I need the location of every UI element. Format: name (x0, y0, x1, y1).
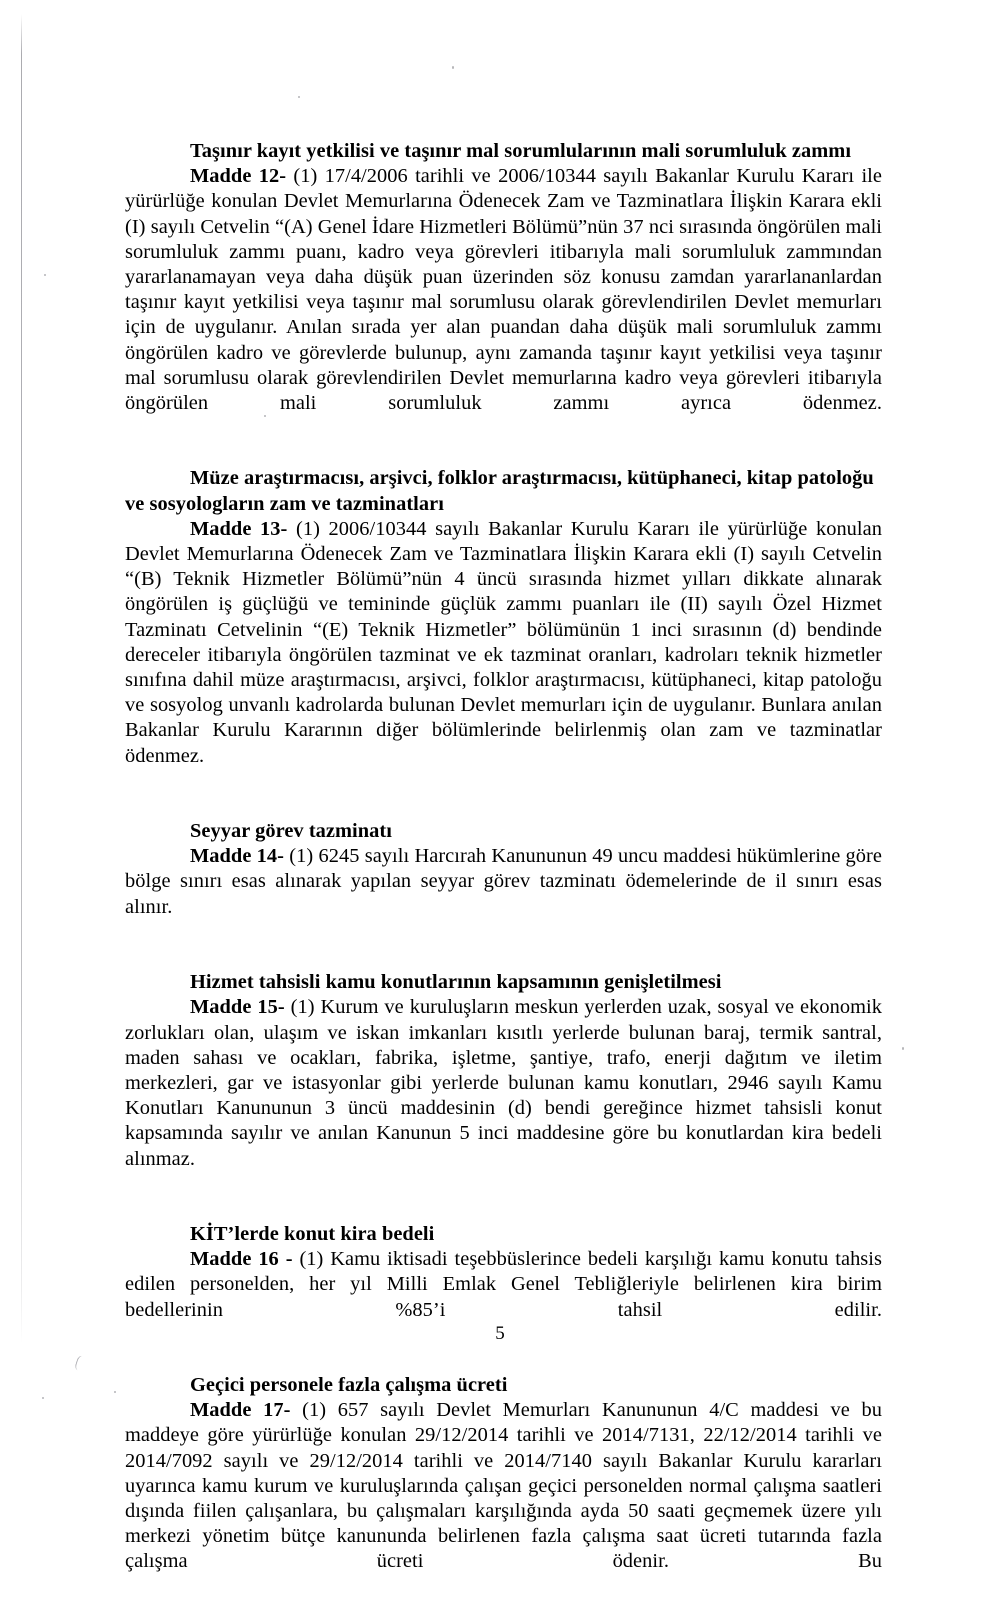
dust-speck (902, 1047, 904, 1050)
article-text-madde-16: (1) Kamu iktisadi teşebbüslerince bedeli karşılığı kamu konutu tahsis edilen personelden, her yıl Milli Emlak Genel Tebliğleriyle belirlenen kira birim bedellerinin %85’i tahsil edilir. (125, 1248, 882, 1321)
section-heading-madde-15: Hizmet tahsisli kamu konutlarının kapsamının genişletilmesi (190, 971, 722, 994)
article-text-madde-15: (1) Kurum ve kuruluşların meskun yerlerden uzak, sosyal ve ekonomik zorlukları olan, ulaşım ve iskan imkanları kısıtlı yerlerde bulunan baraj, termik santral, maden sahası ve ocakları, fabrika, işletme, şantiye, trafo, enerji dağıtım ve iletim merkezleri, gar ve istasyonlar gibi yerlerde bulunan kamu konutları, 2946 sayılı Kamu Konutları Kanununun 3 üncü maddesinin (d) bendi gereğince hizmet tahsisli konut kapsamında sayılır ve anılan Kanunun 5 inci maddesine göre bu konutlardan kira bedeli alınmaz. (125, 996, 882, 1170)
section-spacer (125, 1197, 882, 1222)
section-body-madde-17 (125, 1398, 882, 1600)
dust-speck (452, 66, 454, 69)
section-heading-madde-12: Taşınır kayıt yetkilisi ve taşınır mal sorumlularının mali sorumluluk zammı (190, 140, 852, 162)
article-text-madde-17: (1) 657 sayılı Devlet Memurları Kanununun 4/C maddesi ve bu maddeye göre yürürlüğe konulan 29/12/2014 tarihli ve 2014/7131, 22/12/2014 tarihli ve 2014/7092 sayılı ve 29/12/2014 tarihli ve 2014/7140 sayılı Bakanlar Kurulu kararları uyarınca kamu kurum ve kuruluşlarında çalışan geçici personelden normal çalışma saatleri dışında fiilen çalışanlara, bu çalışmaları karşılığında ayda 50 saati geçmemek üzere yılı merkezi yönetim bütçe kanununda belirlenen fazla çalışma saat ücreti tutarında fazla çalışma ücreti ödenir. Bu (125, 1399, 882, 1573)
section-heading-madde-14: Seyyar görev tazminatı (190, 820, 392, 843)
section-spacer (125, 945, 882, 970)
page-number: 5 (495, 1323, 505, 1344)
document-text-block (125, 139, 882, 1600)
section-body-madde-15 (125, 995, 882, 1197)
section-heading-madde-13: Müze araştırmacısı, arşivci, folklor araştırmacısı, kütüphaneci, kitap patoloğu ve sosyologların zam ve tazminatları (125, 467, 874, 515)
dust-speck (298, 96, 300, 98)
section-spacer (125, 441, 882, 466)
article-text-madde-12: (1) 17/4/2006 tarihli ve 2006/10344 sayılı Bakanlar Kurulu Kararı ile yürürlüğe konulan Devlet Memurlarına Ödenecek Zam ve Tazminatlara İlişkin Karara ekli (I) sayılı Cetvelin “(A) Genel İdare Hizmetleri Bölümü”nün 37 nci sırasında öngörülen mali sorumluluk zammı puanı, kadro veya görevleri itibarıyla mali sorumluluk zammından yararlanamayan veya daha düşük puan üzerinden söz konusu zamdan yararlananlardan taşınır kayıt yetkilisi veya taşınır mal sorumlusu olarak görevlendirilen Devlet memurları için de uygulanır. Anılan sırada yer alan puandan daha düşük mali sorumluluk zammı öngörülen kadro ve görevlerde bulunup, aynı zamanda taşınır kayıt yetkilisi veya taşınır mal sorumlusu olarak görevlendirilen Devlet memurlarına kadro veya görevleri itibarıyla öngörülen mali sorumluluk zammı ayrıca ödenmez. (125, 165, 882, 415)
dust-speck (42, 1397, 44, 1399)
article-text-madde-13: (1) 2006/10344 sayılı Bakanlar Kurulu Kararı ile yürürlüğe konulan Devlet Memurlarına Ödenecek Zam ve Tazminatlara İlişkin Karara ekli (I) sayılı Cetvelin “(B) Teknik Hizmetler Bölümü”nün 4 üncü sırasında hizmet yılları dikkate alınarak öngörülen iş güçlüğü ve temininde güçlük zammı puanları ile (II) sayılı Özel Hizmet Tazminatı Cetvelinin “(E) Teknik Hizmetler” bölümünün 1 inci sırasının (d) bendinde dereceler itibarıyla öngörülen tazminat ve ek tazminat oranları, kadroları teknik hizmetler sınıfına dahil müze araştırmacısı, arşivci, folklor araştırmacısı, kütüphaneci, kitap patoloğu ve sosyolog unvanlı kadrolarda bulunan Devlet memurları için de uygulanır. Bunlara anılan Bakanlar Kurulu Kararının diğer bölümlerinde belirlenmiş olan zam ve tazminatlar ödenmez. (125, 517, 882, 767)
section-body-madde-12 (125, 164, 882, 441)
section-heading-madde-17: Geçici personele fazla çalışma ücreti (190, 1373, 508, 1396)
article-label-madde-14: Madde 14- (190, 845, 285, 868)
section-heading-madde-16: KİT’lerde konut kira bedeli (190, 1222, 435, 1245)
article-label-madde-17: Madde 17- (190, 1399, 291, 1422)
article-label-madde-15: Madde 15- (190, 996, 285, 1019)
section-body-madde-13 (125, 517, 882, 794)
pencil-mark-artifact (74, 1355, 88, 1372)
article-label-madde-16: Madde 16 - (190, 1248, 293, 1271)
section-body-madde-14 (125, 844, 882, 945)
article-label-madde-13: Madde 13- (190, 517, 288, 540)
article-label-madde-12: Madde 12- (190, 165, 287, 188)
section-spacer (125, 1348, 882, 1373)
scan-edge-line-artifact (21, 14, 22, 1344)
dust-speck (114, 1391, 116, 1393)
article-text-madde-14: (1) 6245 sayılı Harcırah Kanununun 49 uncu maddesi hükümlerine göre bölge sınırı esas alınarak yapılan seyyar görev tazminatı ödemelerinde de il sınırı esas alınır. (125, 845, 882, 918)
dust-speck (44, 274, 46, 276)
section-spacer (125, 794, 882, 819)
